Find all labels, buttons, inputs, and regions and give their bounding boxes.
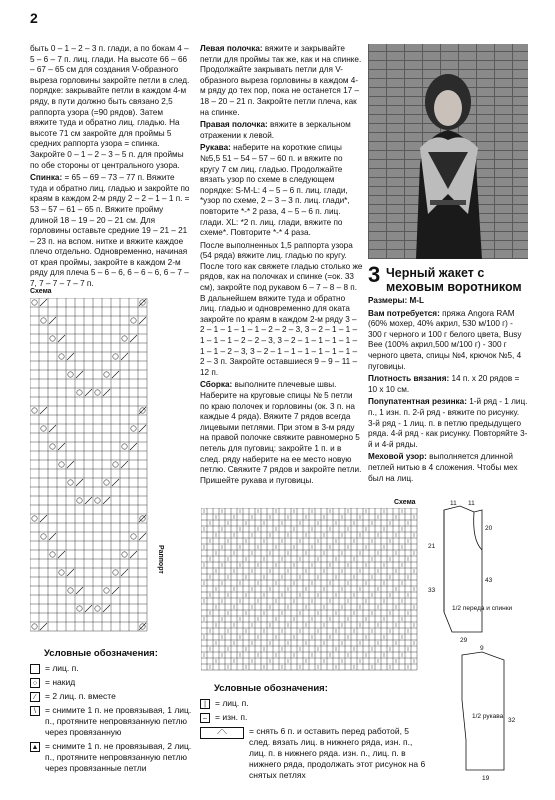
legend-1 [30,648,200,777]
dim-label: 1/2 рукава [472,713,504,720]
paragraph: Меховой узор: выполняется длинной петлей нитью в 4 сложения. Чтобы мех был на лиц. [368,452,518,483]
paragraph: Сборка: выполните плечевые швы. Наберите на круговые спицы № 5 петли по краю полочек и горловины (ок. 3 п. на каждые 4 ряда). Вяжите 7 рядов всегда лицевыми петлями. При этом в 3-м ряду на правой полочке свяжите равномерно 5 петель для пуговиц: закройте 1 п. и в след. ряду наберите на ее место новую петлю. Свяжите 7 рядов и закройте петли. Пришейте рукава и пуговицы. [200,380,362,485]
knitting-chart-1 [30,298,150,640]
text-column-2 [200,44,363,488]
paragraph: Плотность вязания: 14 п. х 20 рядов = 10 х 10 см. [368,374,520,394]
sk2p-icon: ▲ [31,744,39,751]
legend-item: \ = снимите 1 п. не провязывая, 1 лиц. п., протяните непровязанную петлю через провязанную [30,705,200,738]
k2tog-icon: ⁄ [30,692,40,702]
section-title: Черный жакет с меховым воротником [386,266,522,294]
dim-label: 11 [468,500,475,507]
text-column-3 [368,296,528,486]
model-figure [368,44,528,259]
dim-label: 9 [480,645,484,652]
garment-schematic [422,500,532,790]
section-number: 3 [368,262,381,287]
legend-title: Условные обозначения: [214,683,328,694]
dim-label: 32 [508,717,516,724]
purl-icon: – [200,713,210,723]
legend-item: ⟋⟍ = снять 6 п. и оставить перед работой, 5 след. вязать лиц. в нижнего ряда, изн. п., лиц. п. в нижнего ряда. изн. п., лиц. п. в нижнего ряда, продолжать этот рисунок на 6 снятых петлях [200,726,430,781]
paragraph: Вам потребуется: пряжа Angora RAM (60% мохер, 40% акрил, 530 м/100 г) - 300 г черного и 100 г белого цвета, Busy Bee (100% акрил,500 м/100 г) - 300 г черного цвета, спицы №4, крючок №5, 4 пуговицы. [368,308,522,371]
dim-label: 20 [485,525,493,532]
dim-label: 11 [450,500,457,507]
legend-item: = лиц. п. [30,663,200,674]
page-number: 2 [30,10,38,26]
paragraph: Попупатентная резинка: 1-й ряд - 1 лиц. п., 1 изн. п. 2-й ряд - вяжите по рисунку. 3-й ряд - 1 лиц. п. в петлю предыдущего ряда. 4-й ряд - как рисунку. Повторяйте 3-й и 4-й ряды. [368,397,528,449]
model-photo [368,44,528,259]
paragraph: быть 0 – 1 – 2 – 3 п. глади, а по бокам 4 – 5 – 6 – 7 п. лиц. глади. На высоте 66 – 66 – 67 – 65 см для создания V-образного выреза горловины закройте петли в след. порядке: закрывайте петли в каждом 4-м ряду, в пути должно быть связано 2,5 раппорта узора (=90 рядов). Затем вяжите туда и обратно лиц. гладью. На высоте 71 см закройте для проймы 5 средних раппорта узора = спинка. Закройте 0 – 1 – 2 – 3 – 5 п. для проймы по обе стороны от центрального узора. [30,44,190,170]
knit-icon: | [200,699,210,709]
dim-label: 29 [460,637,468,644]
paragraph: Спинка: = 65 – 69 – 73 – 77 п. Вяжите туда и обратно лиц. гладью и закройте по краям в каждом 2-м ряду 2 – 2 – 1 – 1 п. = 53 – 57 – 61 – 65 п. Вяжите пройму длиной 18 – 19 – 20 – 21 см. Для горловины оставьте средние 19 – 21 – 21 – 23 п. на вспом. нитке и вяжите каждое плечо отдельно. Одновременно, начиная от края проймы, закройте в каждом 2-м ряду для плеча 5 – 6 – 6, 6 – 6 – 6, 6 – 7 – 7, 7 – 7 – 7 – 7 п. [30,173,190,289]
dim-label: 21 [428,543,436,550]
dim-label: 1/2 переда и спинки [452,605,513,612]
paragraph: После выполненных 1,5 раппорта узора (54 ряда) вяжите лиц. гладью по кругу. После того как свяжете гладью столько же рядов, как на полочках и спинке (=ок. 33 см), закройте под рукавом 6 – 7 – 8 – 8 п. В дальнейшем вяжите туда и обратно лиц. гладью и одновременно для оката закройте по краям в каждом 2-м ряду 3 – 2 – 1 – 1 – 1 – 1 – 2 – 2 – 3, 3 – 2 – 1 – 1 – 1 – 1 – 1 – 2 – 2 – 3, 3 – 2 – 1 – 1 – 1 – 1 – 1 – 1 – 2 – 3, 3 – 2 – 1 – 1 – 1 – 1 – 1 – 1 – 2 – 3 п. Закройте оставшиеся 9 – 9 – 11 – 12 п. [200,240,363,377]
legend-item: | = лиц. п. [200,698,430,709]
text-column-1 [30,44,192,292]
dim-label: 43 [485,577,493,584]
legend-item: ⁄ = 2 лиц. п. вместе [30,691,200,702]
knit-icon [30,664,40,674]
paragraph: Размеры: M-L [368,296,425,305]
paragraph: Левая полочка: вяжите и закрывайте петли для проймы так же, как и на спинке. Продолжайте закрывать петли для V-образного выреза горловины в каждом 4-м ряду до тех пор, пока не останется 17 – 18 – 20 – 21 п. Закройте петли плеча, как на спинке. [200,44,362,117]
legend-2 [200,683,430,784]
ssk-icon: \ [30,706,40,716]
cable-icon: ⟋⟍ [200,727,244,739]
chart-label: Схема [30,288,52,295]
dim-label: 33 [428,587,436,594]
knitting-chart-2 [201,508,419,673]
paragraph: Рукава: наберите на короткие спицы №5,5 51 – 54 – 57 – 60 п. и вяжите по кругу 7 см лиц. гладью. Продолжайте вязать узор по схеме в следующем порядке: S-M-L: 4 – 5 – 6 п. лиц. глади, *узор по схеме, 2 – 3 – 3 п. лиц. глади*, повторите *-* 2 раза, 4 – 5 – 6 п. лиц. глади. XL: *2 п. лиц. глади, вяжите по схеме*. Повторите *-* 4 раза. [200,143,350,238]
yarn-over-icon: ○ [30,678,40,688]
dim-label: 19 [482,775,490,782]
chart-label: Схема [394,499,416,506]
legend-title: Условные обозначения: [44,648,158,659]
paragraph: Правая полочка: вяжите в зеркальном отражении к левой. [200,120,351,140]
legend-item: ○ = накид [30,677,200,688]
legend-item: ▲ = снимите 1 п. не провязывая, 2 лиц. п., протяните непровязанную петлю через провязанные петли [31,741,192,773]
legend-item: – = изн. п. [200,712,430,723]
repeat-label: Раппорт [157,545,164,574]
